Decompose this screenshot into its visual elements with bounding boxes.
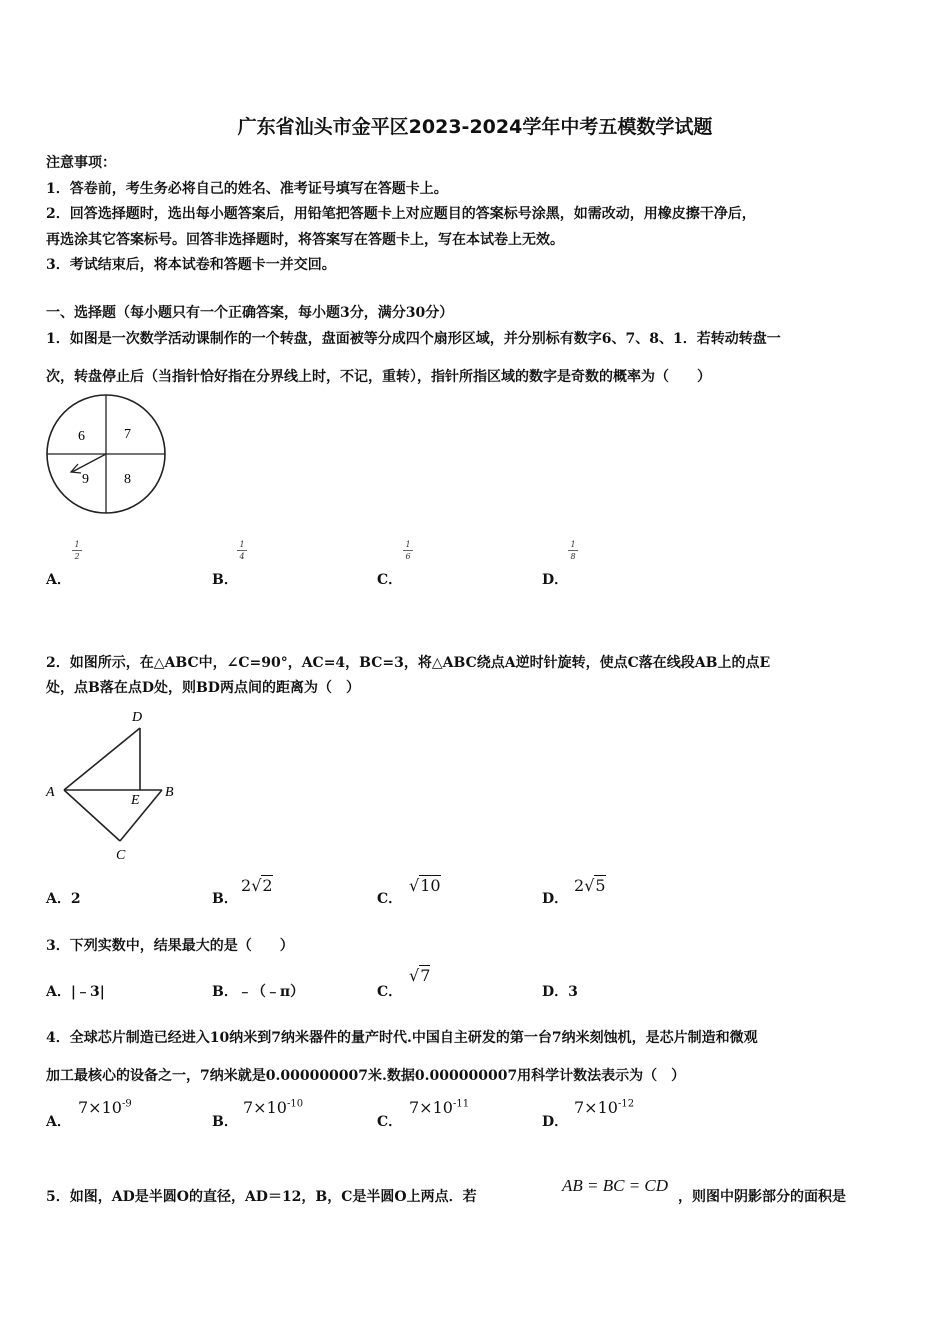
spinner-label-6: 6 xyxy=(78,429,85,444)
q4-option-c[interactable]: C． xyxy=(377,1114,403,1130)
q1-option-c[interactable]: C． xyxy=(377,572,403,588)
q4-text-line2: 加工最核心的设备之一，7纳米就是0.000000007米.数据0.000000007用科学计数法表示为（ ） xyxy=(46,1068,686,1084)
notice-item-1: 1．答卷前，考生务必将自己的姓名、准考证号填写在答题卡上。 xyxy=(46,181,448,197)
q5-text-part1: 5．如图，AD是半圆O的直径，AD＝12，B，C是半圆O上两点．若 xyxy=(46,1189,477,1205)
q3-text-line1: 3．下列实数中，结果最大的是（ ） xyxy=(46,938,294,954)
q2-option-c[interactable]: C． xyxy=(377,891,403,907)
spinner-pointer xyxy=(72,454,106,472)
q4-text-line1: 4．全球芯片制造已经进入10纳米到7纳米器件的量产时代.中国自主研发的第一台7纳米刻蚀机，是芯片制造和微观 xyxy=(46,1030,758,1046)
segment-cb xyxy=(120,790,162,841)
q3-option-d[interactable] xyxy=(542,981,578,1001)
q3-option-b[interactable] xyxy=(212,981,304,1001)
q1-option-d-fraction: 1 8 xyxy=(567,540,579,561)
q1-option-c-fraction: 1 6 xyxy=(402,540,414,561)
q5-text-part2: ，则图中阴影部分的面积是 xyxy=(678,1189,846,1205)
label-d: D xyxy=(132,710,143,725)
q3-option-b-letter: B． xyxy=(212,984,238,1000)
q3-option-a-letter: A． xyxy=(46,984,71,1000)
q3-option-d-letter: D． xyxy=(542,984,569,1000)
label-e: E xyxy=(131,793,140,808)
q1-option-b-fraction: 1 4 xyxy=(236,540,248,561)
q3-option-c-value: √7 xyxy=(409,966,431,985)
spinner-label-9: 9 xyxy=(82,472,89,487)
q3-option-a-value: |﹣3| xyxy=(70,984,105,1000)
q1-option-d[interactable]: D． xyxy=(542,572,569,588)
q3-option-b-value: ﹣（﹣π） xyxy=(237,984,305,1000)
q2-option-d-value: 2√5 xyxy=(574,876,606,895)
label-a: A xyxy=(46,785,55,800)
q4-option-d-value: $7\times 10^{-12}$ xyxy=(574,1098,635,1117)
q2-text-line1: 2．如图所示，在△ABC中，∠C=90°，AC=4，BC=3，将△ABC绕点A逆时针旋转，使点C落在线段AB上的点E xyxy=(46,655,771,671)
notice-item-3: 3．考试结束后，将本试卷和答题卡一并交回。 xyxy=(46,257,336,273)
spinner-figure xyxy=(42,390,174,522)
q2-option-a[interactable] xyxy=(46,888,81,908)
q4-option-b-value: $7\times 10^{-10}$ xyxy=(243,1098,304,1117)
q1-text-line2: 次，转盘停止后（当指针恰好指在分界线上时，不记，重转），指针所指区域的数字是奇数的概率为（ ） xyxy=(46,369,711,385)
q2-option-c-value: √10 xyxy=(409,876,441,895)
q4-option-d[interactable]: D． xyxy=(542,1114,569,1130)
q4-option-c-value: $7\times 10^{-11}$ xyxy=(409,1098,470,1117)
q2-option-a-value: 2 xyxy=(70,891,81,907)
q2-text-line2: 处，点B落在点D处，则BD两点间的距离为（ ） xyxy=(46,680,360,696)
label-b: B xyxy=(165,785,174,800)
notice-heading: 注意事项： xyxy=(46,155,116,171)
notice-item-2-cont: 再选涂其它答案标号。回答非选择题时，将答案写在答题卡上，写在本试卷上无效。 xyxy=(46,232,564,248)
segment-ac xyxy=(64,790,120,841)
q2-option-b-value: 2√2 xyxy=(241,876,273,895)
notice-item-2: 2．回答选择题时，选出每小题答案后，用铅笔把答题卡上对应题目的答案标号涂黑，如需改动，用橡皮擦干净后， xyxy=(46,206,756,222)
q3-option-d-value: 3 xyxy=(568,984,578,1000)
q2-option-d[interactable]: D． xyxy=(542,891,569,907)
q4-option-a[interactable]: A． xyxy=(46,1114,71,1130)
q5-arc-equation: AB = BC = CD xyxy=(562,1176,669,1195)
q2-option-a-letter: A． xyxy=(46,891,71,907)
q4-option-a-value: $7\times 10^{-9}$ xyxy=(78,1098,132,1117)
label-c: C xyxy=(116,848,126,863)
q1-option-a[interactable]: A． xyxy=(46,572,71,588)
q1-text-line1: 1．如图是一次数学活动课制作的一个转盘，盘面被等分成四个扇形区域，并分别标有数字6、7、8、1．若转动转盘一 xyxy=(46,331,781,347)
section-heading: 一、选择题（每小题只有一个正确答案，每小题3分，满分30分） xyxy=(46,305,454,321)
page-title: 广东省汕头市金平区2023-2024学年中考五模数学试题 xyxy=(237,116,713,138)
spinner-label-8: 8 xyxy=(124,472,131,487)
q1-option-b[interactable]: B． xyxy=(212,572,238,588)
q4-option-b[interactable]: B． xyxy=(212,1114,238,1130)
segment-ad xyxy=(64,728,140,790)
q3-option-c[interactable]: C． xyxy=(377,984,403,1000)
spinner-label-7: 7 xyxy=(124,427,131,442)
q3-option-a[interactable] xyxy=(46,981,105,1001)
q2-option-b[interactable]: B． xyxy=(212,891,238,907)
q1-option-a-fraction: 1 2 xyxy=(71,540,83,561)
triangle-figure xyxy=(42,706,192,866)
